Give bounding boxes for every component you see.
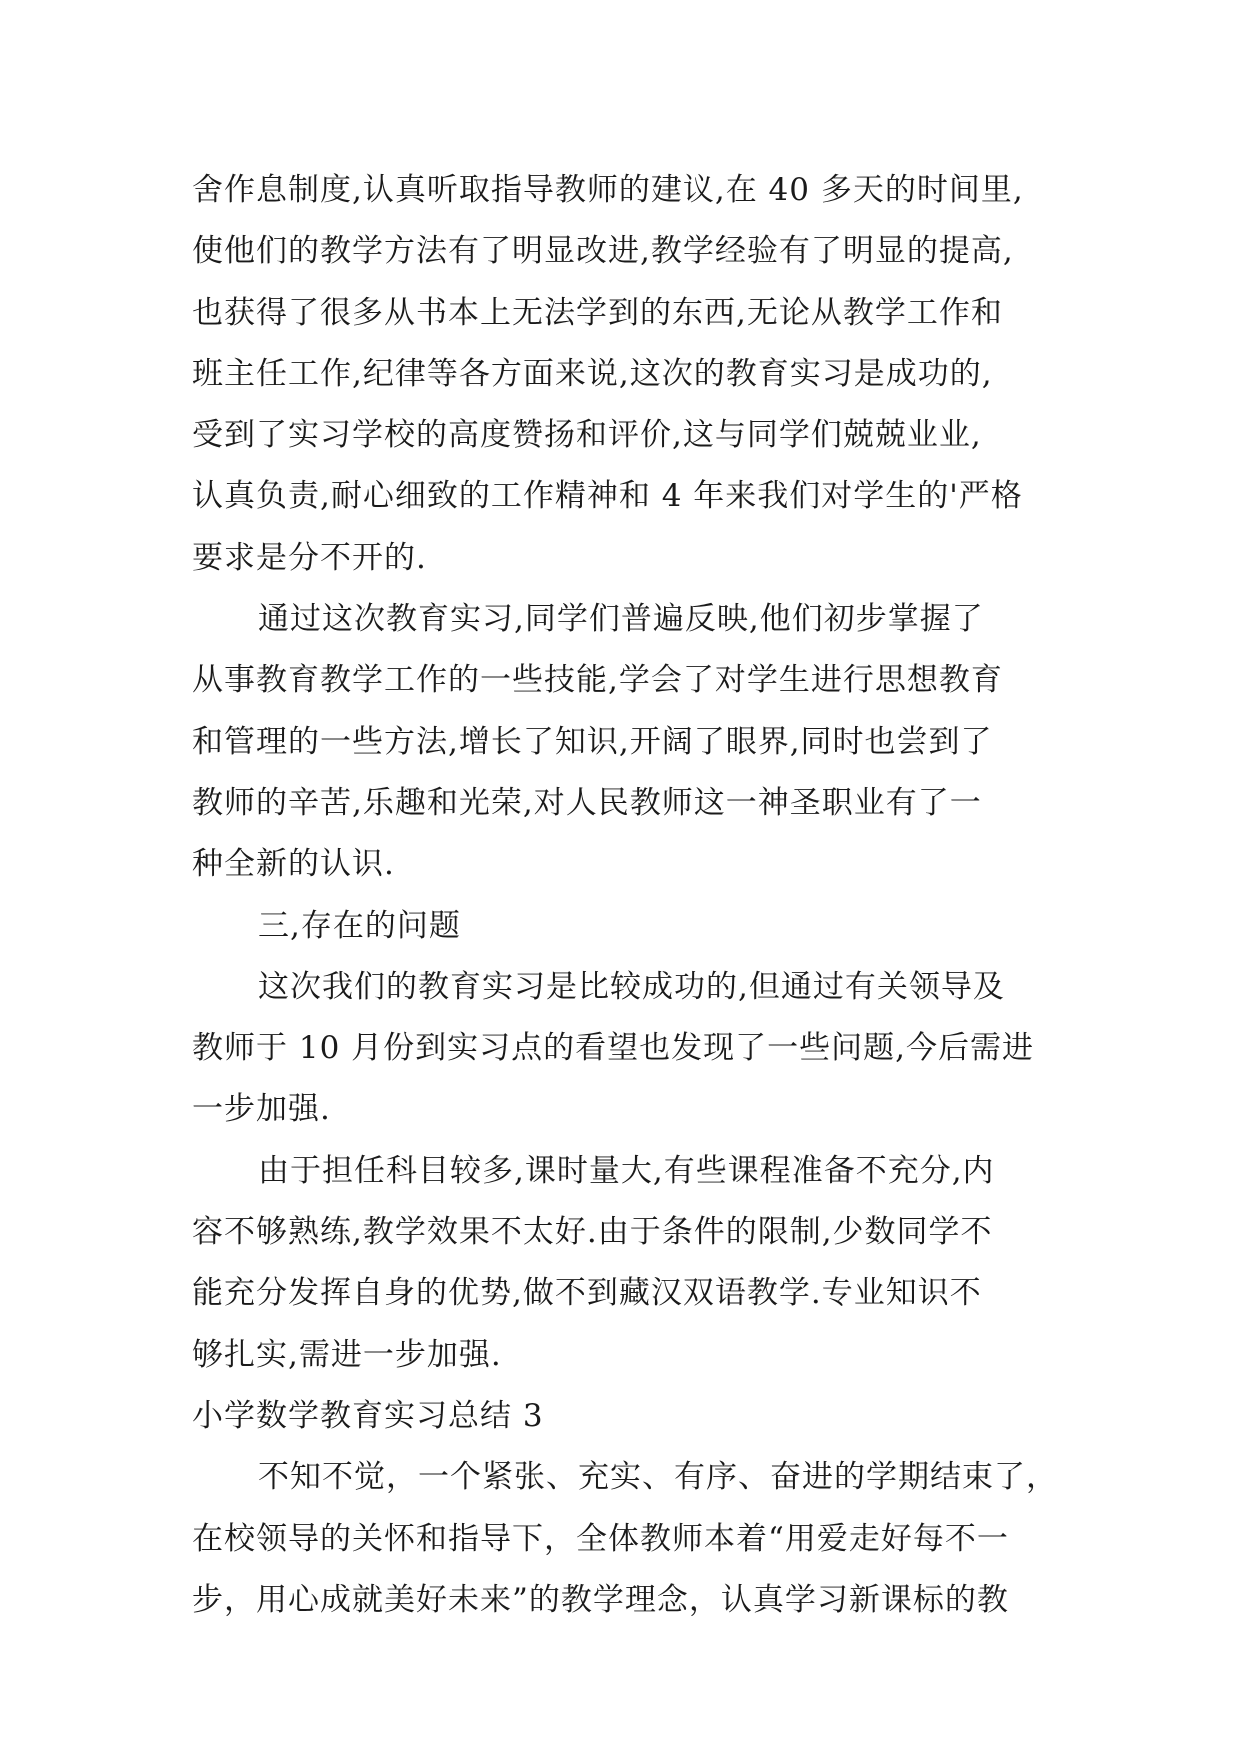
paragraph-start-line: 通过这次教育实习,同学们普遍反映,他们初步掌握了 [258,601,984,638]
text-line: 步，用心成就美好未来”的教学理念，认真学习新课标的教 [192,1581,1009,1618]
text-line: 要求是分不开的. [192,539,427,576]
paragraph-start-line: 不知不觉，一个紧张、充实、有序、奋进的学期结束了， [258,1459,1058,1496]
text-line: 从事教育教学工作的一些技能,学会了对学生进行思想教育 [192,662,1003,699]
text-line: 使他们的教学方法有了明显改进,教学经验有了明显的提高, [192,233,1014,270]
text-line: 受到了实习学校的高度赞扬和评价,这与同学们兢兢业业, [192,417,982,454]
text-line: 种全新的认识. [192,846,395,883]
text-line: 够扎实,需进一步加强. [192,1336,502,1373]
text-line: 教师的辛苦,乐趣和光荣,对人民教师这一神圣职业有了一 [192,784,982,821]
body-text [192,160,1072,1631]
paragraph-start-line: 由于担任科目较多,课时量大,有些课程准备不充分,内 [258,1152,995,1189]
text-line: 容不够熟练,教学效果不太好.由于条件的限制,少数同学不 [192,1214,993,1251]
document-title: 小学数学教育实习总结 3 [192,1397,544,1434]
text-line: 班主任工作,纪律等各方面来说,这次的教育实习是成功的, [192,355,993,392]
text-line: 舍作息制度,认真听取指导教师的建议,在 40 多天的时间里, [192,172,1024,208]
text-line: 能充分发挥自身的优势,做不到藏汉双语教学.专业知识不 [192,1275,982,1312]
paragraph-start-line: 这次我们的教育实习是比较成功的,但通过有关领导及 [258,968,1005,1005]
text-line: 认真负责,耐心细致的工作精神和 4 年来我们对学生的'严格 [192,478,1023,515]
text-line: 教师于 10 月份到实习点的看望也发现了一些问题,今后需进 [192,1030,1035,1067]
section-heading: 三,存在的问题 [258,907,461,944]
text-line: 在校领导的关怀和指导下，全体教师本着“用爱走好每不一 [192,1520,1009,1557]
text-line: 和管理的一些方法,增长了知识,开阔了眼界,同时也尝到了 [192,723,993,760]
text-line: 也获得了很多从书本上无法学到的东西,无论从教学工作和 [192,294,1003,331]
text-line: 一步加强. [192,1091,331,1128]
